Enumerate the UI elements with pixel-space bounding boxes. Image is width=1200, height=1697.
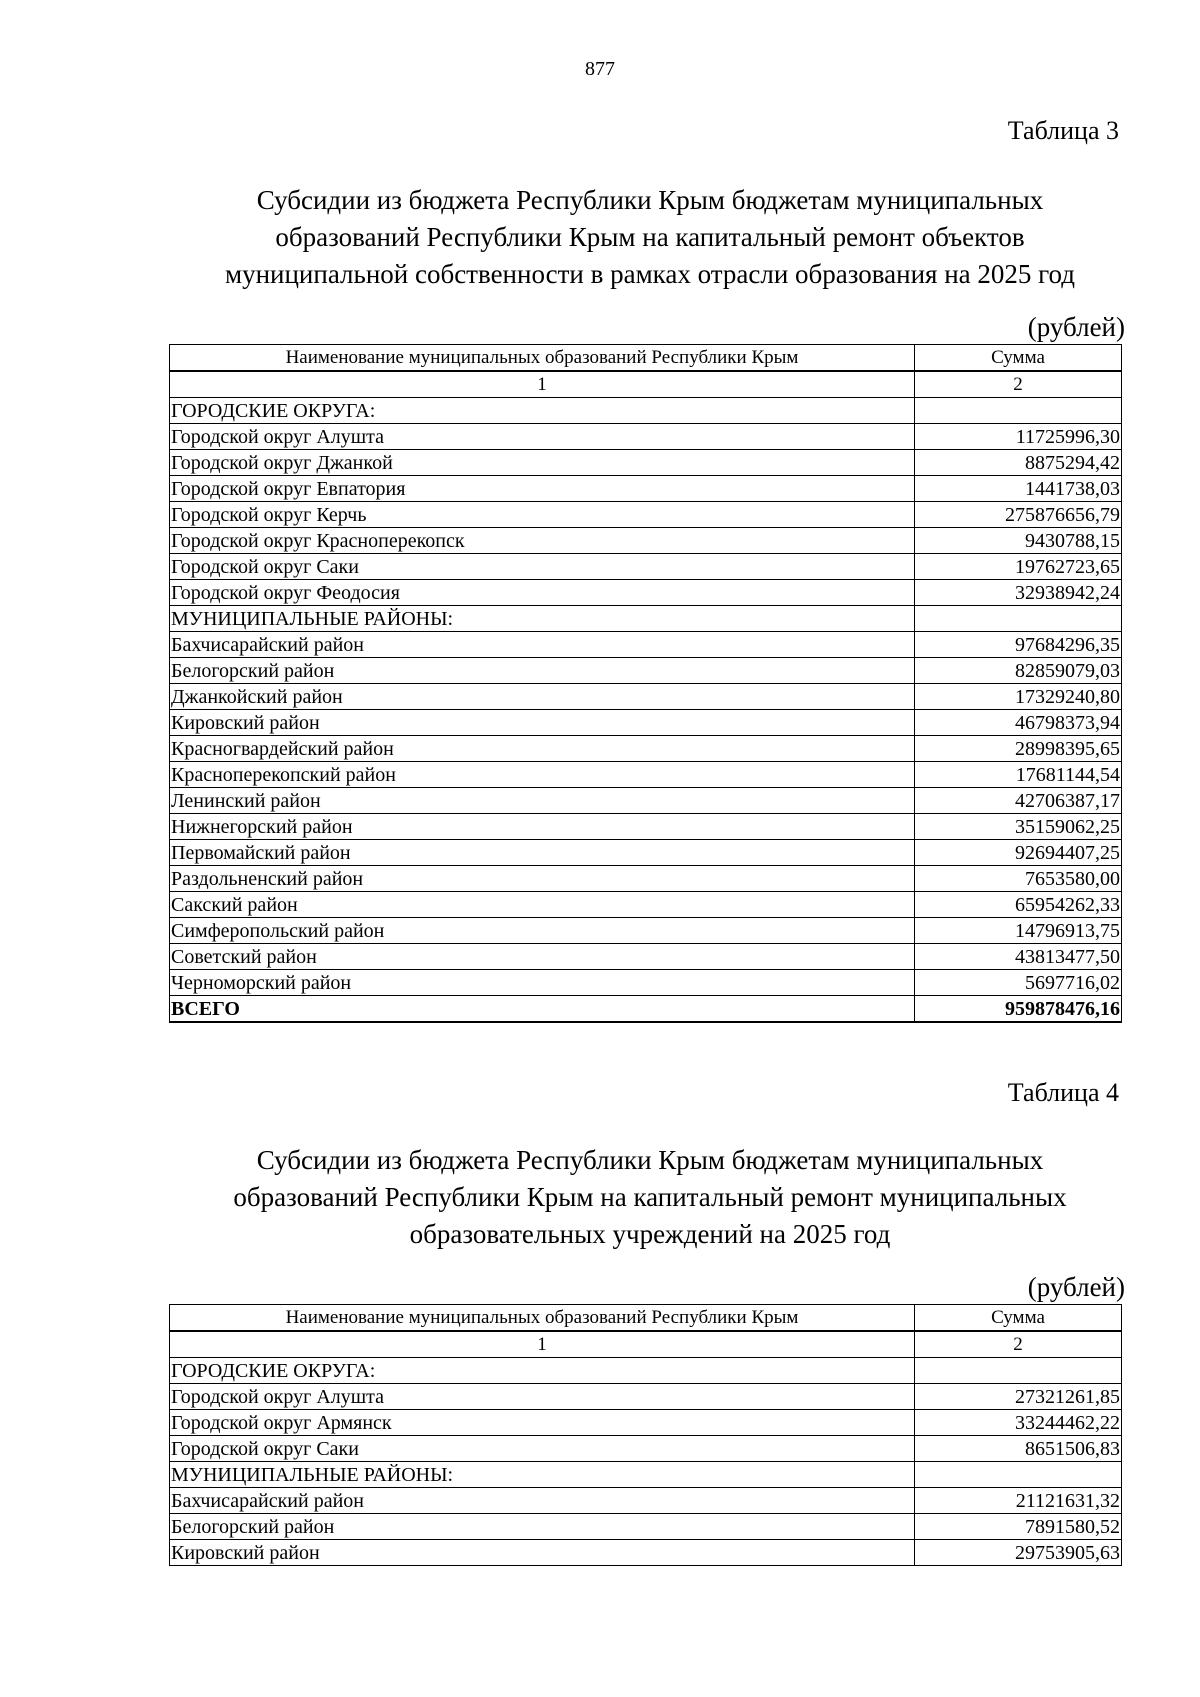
subsidy-amount: 1441738,03 [915, 476, 1122, 502]
table3-title-line: Субсидии из бюджета Республики Крым бюджетам муниципальных [256, 185, 1044, 215]
subsidy-amount: 65954262,33 [915, 892, 1122, 918]
subsidy-amount: 29753905,63 [915, 1540, 1122, 1566]
municipality-name: Черноморский район [170, 970, 915, 996]
table-row [170, 1540, 1122, 1566]
table-header-row [170, 1305, 1122, 1332]
column-number: 1 [170, 371, 915, 398]
table-row [170, 528, 1122, 554]
municipality-name: Кировский район [170, 710, 915, 736]
municipality-name: Белогорский район [170, 658, 915, 684]
column-number: 1 [170, 1331, 915, 1358]
header-sum: Сумма [915, 1305, 1122, 1332]
table-row [170, 450, 1122, 476]
municipality-name: Ленинский район [170, 788, 915, 814]
table4 [169, 1304, 1122, 1566]
subsidy-amount: 46798373,94 [915, 710, 1122, 736]
municipality-name: МУНИЦИПАЛЬНЫЕ РАЙОНЫ: [170, 1462, 915, 1488]
table-row [170, 658, 1122, 684]
total-row [170, 996, 1122, 1023]
column-number: 2 [915, 371, 1122, 398]
subsidy-amount [915, 1358, 1122, 1384]
table-row [170, 970, 1122, 996]
municipality-name: Красноперекопский район [170, 762, 915, 788]
municipality-name: Джанкойский район [170, 684, 915, 710]
municipality-name: Бахчисарайский район [170, 632, 915, 658]
table-row [170, 736, 1122, 762]
table-row [170, 502, 1122, 528]
table3-title-line: образований Республики Крым на капитальный ремонт объектов [275, 222, 1025, 252]
municipality-name: Городской округ Алушта [170, 1384, 915, 1410]
subsidy-amount: 14796913,75 [915, 918, 1122, 944]
page-number: 877 [585, 58, 615, 80]
municipality-name: Нижнегорский район [170, 814, 915, 840]
table-row [170, 840, 1122, 866]
municipality-name: Раздольненский район [170, 866, 915, 892]
table-row [170, 632, 1122, 658]
table-row [170, 762, 1122, 788]
municipality-name: Городской округ Евпатория [170, 476, 915, 502]
subsidy-amount: 275876656,79 [915, 502, 1122, 528]
municipality-name: Симферопольский район [170, 918, 915, 944]
municipality-name: Городской округ Феодосия [170, 580, 915, 606]
table-row [170, 1462, 1122, 1488]
subsidy-amount: 82859079,03 [915, 658, 1122, 684]
subsidy-amount: 7891580,52 [915, 1514, 1122, 1540]
subsidy-amount: 19762723,65 [915, 554, 1122, 580]
header-name: Наименование муниципальных образований Республики Крым [170, 1305, 915, 1332]
municipality-name: ГОРОДСКИЕ ОКРУГА: [170, 398, 915, 424]
subsidy-amount: 92694407,25 [915, 840, 1122, 866]
table3 [169, 344, 1122, 1023]
subsidy-amount: 5697716,02 [915, 970, 1122, 996]
municipality-name: Бахчисарайский район [170, 1488, 915, 1514]
municipality-name: ГОРОДСКИЕ ОКРУГА: [170, 1358, 915, 1384]
table3-label: Таблица 3 [1007, 116, 1119, 145]
table3-unit: (рублей) [1027, 312, 1125, 342]
column-numbers-row [170, 371, 1122, 398]
municipality-name: Сакский район [170, 892, 915, 918]
municipality-name: Кировский район [170, 1540, 915, 1566]
table4-title-line: Субсидии из бюджета Республики Крым бюджетам муниципальных [256, 1145, 1044, 1175]
header-sum: Сумма [915, 345, 1122, 372]
table-row [170, 1410, 1122, 1436]
table4-label: Таблица 4 [1007, 1078, 1119, 1107]
table-row [170, 398, 1122, 424]
municipality-name: Первомайский район [170, 840, 915, 866]
column-number: 2 [915, 1331, 1122, 1358]
municipality-name: Городской округ Армянск [170, 1410, 915, 1436]
table-row [170, 1384, 1122, 1410]
municipality-name: Городской округ Алушта [170, 424, 915, 450]
table-row [170, 684, 1122, 710]
subsidy-amount: 17329240,80 [915, 684, 1122, 710]
total-label: ВСЕГО [170, 996, 915, 1023]
table-header-row [170, 345, 1122, 372]
subsidy-amount: 21121631,32 [915, 1488, 1122, 1514]
table-row [170, 424, 1122, 450]
subsidy-amount [915, 398, 1122, 424]
table-row [170, 554, 1122, 580]
subsidy-amount: 8651506,83 [915, 1436, 1122, 1462]
table-row [170, 1358, 1122, 1384]
table-row [170, 710, 1122, 736]
table-row [170, 944, 1122, 970]
subsidy-amount: 8875294,42 [915, 450, 1122, 476]
total-amount: 959878476,16 [915, 996, 1122, 1023]
municipality-name: Советский район [170, 944, 915, 970]
table-row [170, 918, 1122, 944]
subsidy-amount: 32938942,24 [915, 580, 1122, 606]
subsidy-amount: 35159062,25 [915, 814, 1122, 840]
table-row [170, 606, 1122, 632]
municipality-name: Красногвардейский район [170, 736, 915, 762]
subsidy-amount: 43813477,50 [915, 944, 1122, 970]
table-row [170, 580, 1122, 606]
municipality-name: Городской округ Красноперекопск [170, 528, 915, 554]
table4-title-line: образований Республики Крым на капитальный ремонт муниципальных [233, 1182, 1067, 1212]
subsidy-amount: 11725996,30 [915, 424, 1122, 450]
subsidy-amount: 33244462,22 [915, 1410, 1122, 1436]
table-row [170, 476, 1122, 502]
subsidy-amount: 9430788,15 [915, 528, 1122, 554]
subsidy-amount [915, 606, 1122, 632]
table4-title [0, 1142, 1200, 1253]
table3-title-line: муниципальной собственности в рамках отрасли образования на 2025 год [224, 259, 1075, 289]
table-row [170, 1514, 1122, 1540]
table-row [170, 892, 1122, 918]
table4-title-line: образовательных учреждений на 2025 год [409, 1219, 891, 1249]
municipality-name: Городской округ Саки [170, 1436, 915, 1462]
municipality-name: Белогорский район [170, 1514, 915, 1540]
subsidy-amount: 17681144,54 [915, 762, 1122, 788]
subsidy-amount: 28998395,65 [915, 736, 1122, 762]
subsidy-amount: 27321261,85 [915, 1384, 1122, 1410]
municipality-name: Городской округ Керчь [170, 502, 915, 528]
table-row [170, 1488, 1122, 1514]
subsidy-amount [915, 1462, 1122, 1488]
subsidy-amount: 42706387,17 [915, 788, 1122, 814]
municipality-name: Городской округ Саки [170, 554, 915, 580]
table3-title [0, 182, 1200, 293]
table4-unit: (рублей) [1027, 1272, 1125, 1302]
table-row [170, 866, 1122, 892]
table-row [170, 814, 1122, 840]
municipality-name: Городской округ Джанкой [170, 450, 915, 476]
table-row [170, 788, 1122, 814]
subsidy-amount: 97684296,35 [915, 632, 1122, 658]
municipality-name: МУНИЦИПАЛЬНЫЕ РАЙОНЫ: [170, 606, 915, 632]
subsidy-amount: 7653580,00 [915, 866, 1122, 892]
header-name: Наименование муниципальных образований Республики Крым [170, 345, 915, 372]
column-numbers-row [170, 1331, 1122, 1358]
table-row [170, 1436, 1122, 1462]
